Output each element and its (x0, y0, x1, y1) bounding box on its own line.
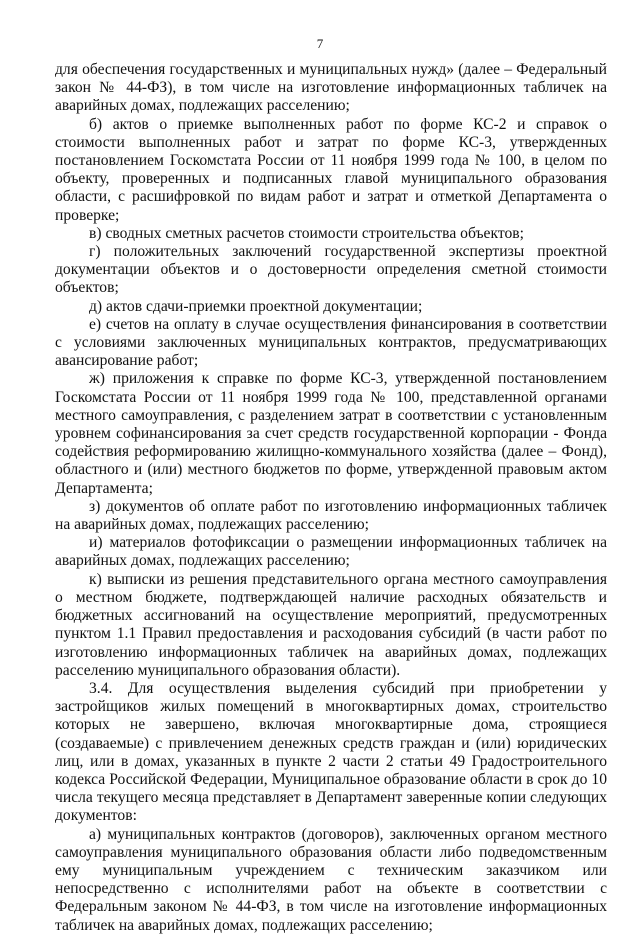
document-body (55, 61, 607, 935)
page-number: 7 (316, 36, 324, 51)
paragraph-item-a: а) муниципальных контрактов (договоров), заключенных органом местного самоуправления муниципального образования области либо подведомственным ему муниципальным учреждением с техническим заказчиком или непосредственно с исполнителями работ на объекте в соответствии с Федеральным законом № 44-ФЗ, в том числе на изготовление информационных табличек на аварийных домах, подлежащих расселению; (55, 825, 607, 934)
paragraph-continuation: для обеспечения государственных и муниципальных нужд» (далее – Федеральный закон № 44-ФЗ), в том числе на изготовление информационных табличек на аварийных домах, подлежащих расселению; (55, 61, 607, 115)
paragraph-item-g: г) положительных заключений государственной экспертизы проектной документации объектов и о достоверности определения сметной стоимости объектов; (55, 243, 607, 297)
paragraph-item-k: к) выписки из решения представительного органа местного самоуправления о местном бюджете, подтверждающей наличие расходных обязательств и бюджетных ассигнований на осуществление мероприятий, предусмотренных пунктом 1.1 Правил предоставления и расходования субсидий (в части работ по изготовлению информационных табличек на аварийных домах, подлежащих расселению муниципального образования области). (55, 570, 607, 679)
paragraph-item-b: б) актов о приемке выполненных работ по форме КС-2 и справок о стоимости выполненных работ и затрат по форме КС-3, утвержденных постановлением Госкомстата России от 11 ноября 1999 года № 100, в целом по объекту, проверенных и подписанных главой муниципального образования области, с расшифровкой по видам работ и затрат и отметкой Департамента о проверке; (55, 115, 607, 224)
paragraph-item-d: д) актов сдачи-приемки проектной документации; (89, 297, 423, 315)
paragraph-item-e: е) счетов на оплату в случае осуществления финансирования в соответствии с условиями заключенных муниципальных контрактов, предусматривающих авансирование работ; (55, 315, 607, 370)
paragraph-item-v: в) сводных сметных расчетов стоимости строительства объектов; (89, 224, 524, 242)
paragraph-section-3-4: 3.4. Для осуществления выделения субсидий при приобретении у застройщиков жилых помещений в многоквартирных домах, строительство которых не завершено, включая многоквартирные дома, строящиеся (создаваемые) с привлечением денежных средств граждан и (или) юридических лиц, или в домах, указанных в пункте 2 части 2 статьи 49 Градостроительного кодекса Российской Федерации, Муниципальное образование области в срок до 10 числа текущего месяца представляет в Департамент заверенные копии следующих документов: (55, 679, 607, 825)
paragraph-item-z: з) документов об оплате работ по изготовлению информационных табличек на аварийных домах, подлежащих расселению; (55, 497, 607, 534)
paragraph-item-zh: ж) приложения к справке по форме КС-3, утвержденной постановлением Госкомстата России от 11 ноября 1999 года № 100, представленной органами местного самоуправления, с разделением затрат в соответствии с установленным уровнем софинансирования за счет средств государственной корпорации - Фонда содействия реформированию жилищно-коммунального хозяйства (далее – Фонд), областного и (или) местного бюджетов по форме, утвержденной правовым актом Департамента; (55, 370, 607, 497)
paragraph-item-i: и) материалов фотофиксации о размещении информационных табличек на аварийных домах, подлежащих расселению; (55, 534, 607, 570)
